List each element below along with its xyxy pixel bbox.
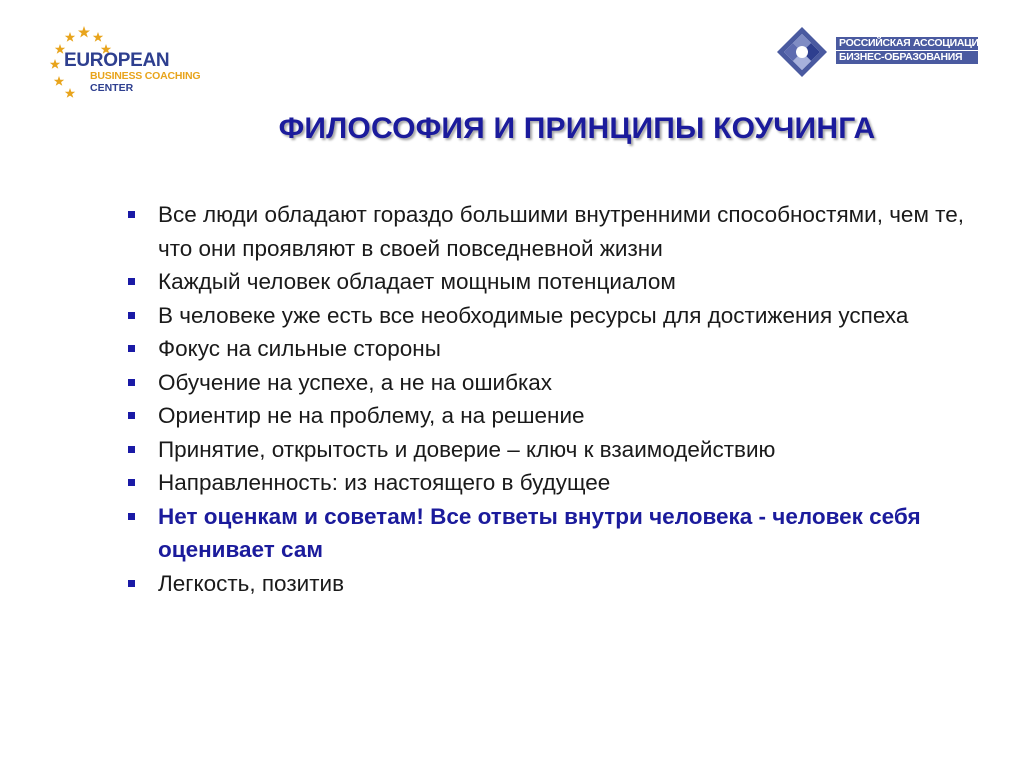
list-item xyxy=(126,466,986,500)
ebc-subtitle-2: CENTER xyxy=(90,82,134,94)
list-item-text: Направленность: из настоящего в будущее xyxy=(158,470,611,495)
list-item-text: Легкость, позитив xyxy=(158,570,345,596)
bullet-icon xyxy=(128,211,135,218)
list-item-emphasized xyxy=(126,500,986,567)
ebc-logo xyxy=(46,24,216,104)
ebc-subtitle: BUSINESS COACHING xyxy=(90,70,201,82)
rabe-line-2: БИЗНЕС-ОБРАЗОВАНИЯ xyxy=(836,51,978,64)
bullet-icon xyxy=(128,412,135,419)
rabe-line-1: РОССИЙСКАЯ АССОЦИАЦИЯ xyxy=(836,37,978,50)
ebc-name: EUROPEAN xyxy=(64,50,170,71)
list-item-text: Принятие, открытость и доверие – ключ к взаимодействию xyxy=(158,436,776,462)
list-item xyxy=(126,399,986,433)
list-item xyxy=(126,265,986,299)
list-item-text: Фокус на сильные стороны xyxy=(158,336,441,361)
list-item-text: Обучение на успехе, а не на ошибках xyxy=(158,369,553,395)
rabe-emblem-icon xyxy=(776,26,828,78)
list-item xyxy=(126,332,986,366)
page-title: ФИЛОСОФИЯ И ПРИНЦИПЫ КОУЧИНГА xyxy=(278,112,876,145)
bullet-icon xyxy=(128,345,135,352)
list-item xyxy=(126,433,986,467)
bullet-icon xyxy=(128,446,135,453)
ebc-wordmark xyxy=(64,51,200,94)
list-item-text: Ориентир не на проблему, а на решение xyxy=(158,403,585,428)
list-item-text: Нет оценкам и советам! Все ответы внутри человека - человек себя оценивает сам xyxy=(158,503,921,562)
list-item-text: Каждый человек обладает мощным потенциалом xyxy=(158,269,676,294)
bullet-icon xyxy=(128,278,135,285)
principles-list xyxy=(126,198,986,600)
list-item xyxy=(126,198,986,265)
rabe-wordmark xyxy=(836,37,986,65)
list-item xyxy=(126,299,986,333)
list-item-text: В человеке уже есть все необходимые ресурсы для достижения успеха xyxy=(158,302,909,328)
list-item-text: Все люди обладают гораздо большими внутренними способностями, чем те, что они проявляют в своей повседневной жизни xyxy=(158,202,964,261)
bullet-icon xyxy=(128,479,135,486)
bullet-icon xyxy=(128,312,135,319)
list-item xyxy=(126,366,986,400)
bullet-icon xyxy=(128,513,135,520)
bullet-icon xyxy=(128,580,135,587)
list-item xyxy=(126,567,986,601)
bullet-icon xyxy=(128,379,135,386)
rabe-logo xyxy=(776,26,986,78)
